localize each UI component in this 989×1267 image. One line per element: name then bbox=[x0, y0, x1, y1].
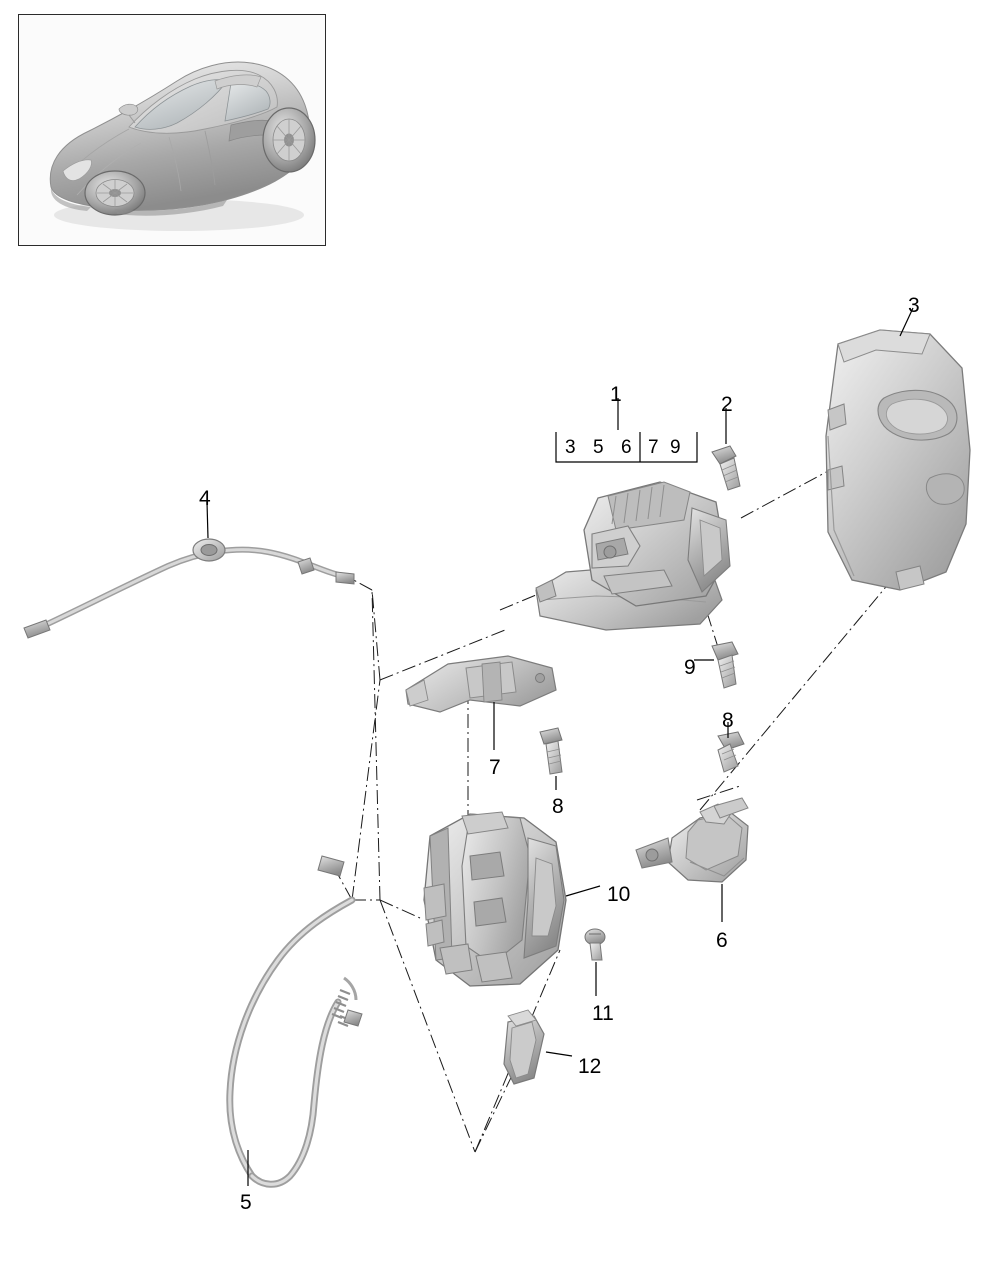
callout-leader-lines bbox=[207, 308, 913, 1186]
part-4-release-cable bbox=[24, 539, 354, 638]
group-member-5: 5 bbox=[593, 437, 604, 458]
part-8-bolt-left bbox=[540, 728, 562, 774]
callout-2: 2 bbox=[721, 393, 733, 416]
part-9-bolt bbox=[712, 642, 738, 688]
callout-10: 10 bbox=[607, 883, 631, 906]
callout-8-right: 8 bbox=[722, 709, 734, 732]
callout-11: 11 bbox=[592, 1002, 614, 1025]
callout-8-left: 8 bbox=[552, 795, 564, 818]
group-member-9: 9 bbox=[670, 437, 681, 458]
part-3-trim-cover bbox=[826, 330, 970, 590]
callout-9: 9 bbox=[684, 656, 696, 679]
part-2-bolt bbox=[712, 446, 740, 490]
part-7-bracket bbox=[406, 656, 556, 712]
callout-4: 4 bbox=[199, 487, 211, 510]
callout-12: 12 bbox=[578, 1055, 602, 1078]
part-11-screw bbox=[585, 929, 605, 960]
callout-7: 7 bbox=[489, 756, 501, 779]
part-10-door-latch bbox=[424, 812, 566, 986]
callout-5: 5 bbox=[240, 1191, 252, 1214]
callout-6: 6 bbox=[716, 929, 728, 952]
callout-3: 3 bbox=[908, 294, 920, 317]
group-member-6: 6 bbox=[621, 437, 632, 458]
part-12-striker-wedge bbox=[504, 1010, 544, 1084]
part-5-bowden-cable bbox=[230, 856, 362, 1184]
group-member-3: 3 bbox=[565, 437, 576, 458]
part-6-lock-cylinder bbox=[636, 798, 748, 882]
callout-1: 1 bbox=[610, 383, 622, 406]
part-1-lock-actuator-assembly bbox=[536, 482, 730, 630]
part-8-bolt-right bbox=[718, 732, 744, 772]
group-member-7: 7 bbox=[648, 437, 659, 458]
